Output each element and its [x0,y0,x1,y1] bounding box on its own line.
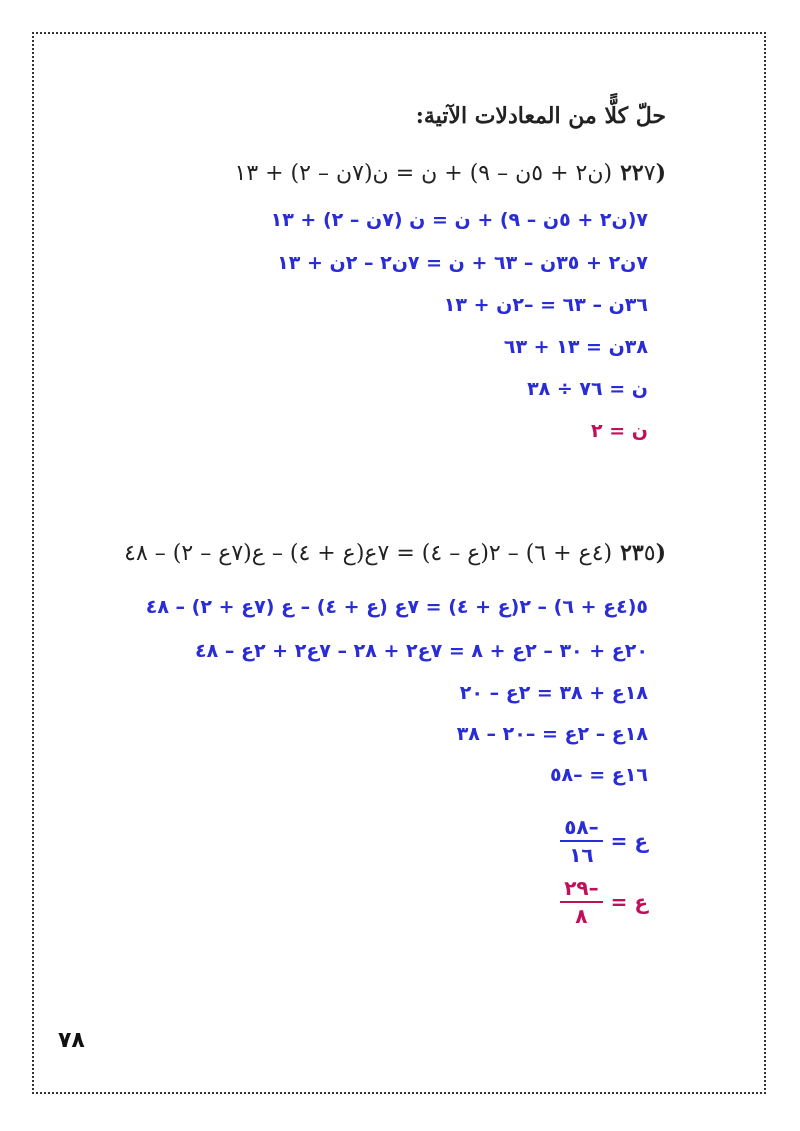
answer-lhs: ع = [610,890,648,914]
problem-23-answer [560,876,648,928]
problem-23-statement [124,540,666,566]
problem-23-step-5: ١٦ع = –٥٨ [549,764,648,786]
problem-22-equation: ٧(ن٢ + ٥ن – ٩) + ن = ن(٧ن – ٢) + ١٣ [234,161,656,186]
page-number: ٧٨ [58,1028,85,1053]
problem-22-answer: ن = ٢ [591,420,648,442]
problem-23-step-2: ٢٠ع + ٣٠ – ٢ع + ٨ = ٧ع٢ + ٢٨ – ٧ع٢ + ٢ع – ٤٨ [195,640,648,662]
exercise-title: حلّ كلًّا من المعادلات الآتية: [415,103,666,129]
problem-22-step-5: ن = ٧٦ ÷ ٣٨ [527,378,648,400]
fraction-step-numerator: –٥٨ [560,815,602,842]
fraction-step-denominator: ١٦ [569,843,594,867]
problem-22-statement [235,160,667,186]
problem-23-step-1: ٥(٤ع + ٦) – ٢(ع + ٤) = ٧ع (ع + ٤) – ع (٧ع + ٢) – ٤٨ [145,596,648,618]
problem-23-fraction-step [560,815,648,867]
answer-denominator: ٨ [575,904,588,928]
answer-numerator: –٢٩ [560,876,602,903]
answer-fraction [560,876,602,928]
problem-23-equation: ٥(٤ع + ٦) – ٢(ع – ٤) = ٧ع(ع + ٤) – ع(٧ع – ٢) – ٤٨ [124,541,656,566]
problem-23-step-4: ١٨ع – ٢ع = –٢٠ – ٣٨ [456,723,648,745]
problem-22-step-1: ٧(ن٢ + ٥ن – ٩) + ن = ن (٧ن – ٢) + ١٣ [270,209,648,231]
problem-23-number: (٢٣ [620,540,666,566]
problem-22-step-2: ٧ن٢ + ٣٥ن – ٦٣ + ن = ٧ن٢ – ٢ن + ١٣ [277,252,648,274]
problem-22-step-4: ٣٨ن = ١٣ + ٦٣ [503,336,648,358]
problem-22-number: (٢٢ [620,160,666,186]
problem-22-step-3: ٣٦ن – ٦٣ = –٢ن + ١٣ [443,294,648,316]
fraction-step-fraction [560,815,602,867]
problem-23-step-3: ١٨ع + ٣٨ = ٢ع – ٢٠ [459,682,648,704]
fraction-step-lhs: ع = [610,829,648,853]
